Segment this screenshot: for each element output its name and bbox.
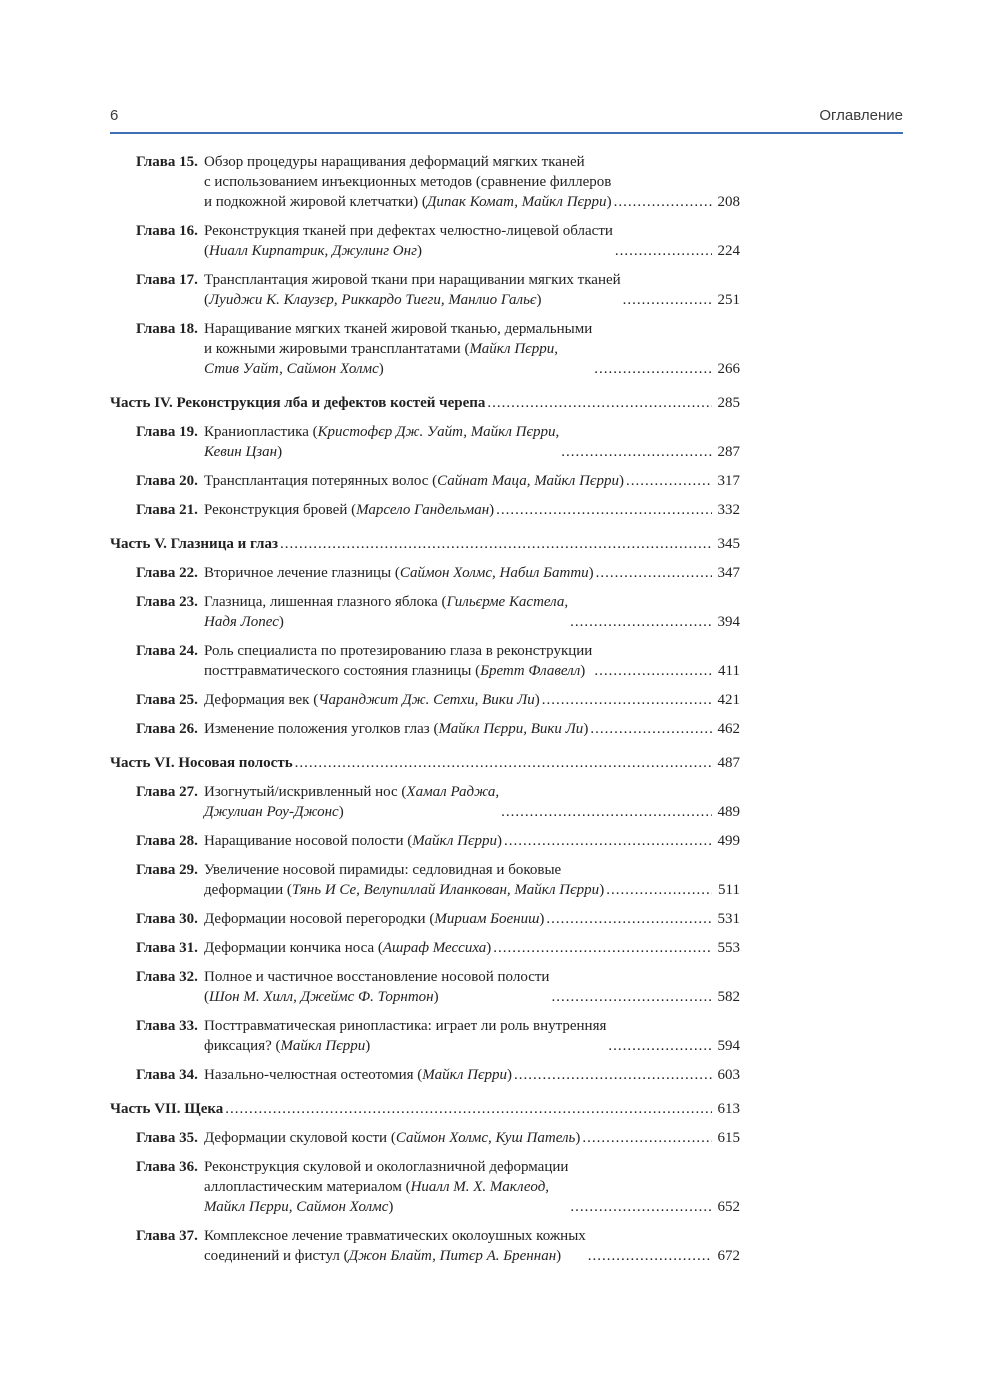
dot-leader <box>561 442 712 462</box>
chapter-authors: Джон Блайт, Питєр А. Бреннан <box>348 1248 557 1264</box>
chapter-title-tail: ) <box>486 940 492 956</box>
chapter-authors: Кристофєр Дж. Уайт, Майкл Пєрри, Кевин Цзан <box>204 424 560 460</box>
dot-leader <box>588 1246 712 1266</box>
dot-leader <box>295 753 712 773</box>
chapter-label: Глава 33. <box>136 1018 198 1034</box>
toc-chapter[interactable] <box>110 471 740 491</box>
chapter-authors: Тянь И Се, Велупиллай Иланкован, Майкл Пєрри <box>291 882 600 898</box>
dot-leader <box>504 831 712 851</box>
dot-leader <box>546 909 712 929</box>
chapter-body <box>204 1226 740 1266</box>
chapter-title <box>204 641 592 681</box>
chapter-authors: Саймон Холмс, Набил Батти <box>399 565 589 581</box>
table-of-contents <box>110 152 740 1275</box>
chapter-body <box>204 1065 740 1085</box>
chapter-title <box>204 938 491 958</box>
chapter-title <box>204 319 592 379</box>
chapter-title-text: Вторичное лечение глазницы ( <box>204 565 400 581</box>
chapter-title-tail: ) <box>378 361 384 377</box>
chapter-title-tail: ) <box>539 911 545 927</box>
chapter-body <box>204 270 740 310</box>
chapter-title-tail: ) <box>338 804 344 820</box>
chapter-label: Глава 20. <box>136 473 198 489</box>
chapter-body <box>204 1128 740 1148</box>
page-ref: 462 <box>717 721 740 737</box>
header-rule <box>110 132 903 134</box>
chapter-title-text: Деформации носовой перегородки ( <box>204 911 435 927</box>
chapter-title-tail: ) <box>534 692 540 708</box>
chapter-label: Глава 29. <box>136 862 198 878</box>
toc-part[interactable] <box>110 534 740 554</box>
page-ref: 208 <box>717 194 740 210</box>
toc-chapter[interactable] <box>110 563 740 583</box>
page-ref: 613 <box>717 1101 740 1117</box>
chapter-body <box>204 319 740 379</box>
dot-leader <box>570 612 712 632</box>
chapter-title-text: Трансплантация жировой ткани при наращивании мягких тканей ( <box>204 272 621 308</box>
toc-chapter[interactable] <box>110 641 740 681</box>
chapter-authors: Марсело Гандельман <box>356 502 490 518</box>
toc-chapter[interactable] <box>110 152 740 212</box>
chapter-title-text: Реконструкция тканей при дефектах челюстно-лицевой области ( <box>204 223 613 259</box>
page-ref: 411 <box>718 663 740 679</box>
section-title: Оглавление <box>819 107 903 124</box>
chapter-authors: Ашраф Мессиха <box>382 940 487 956</box>
toc-chapter[interactable] <box>110 1226 740 1266</box>
page-ref: 421 <box>717 692 740 708</box>
chapter-title-tail: ) <box>556 1248 562 1264</box>
page-ref: 672 <box>717 1248 740 1264</box>
dot-leader <box>615 241 712 261</box>
chapter-label: Глава 30. <box>136 911 198 927</box>
chapter-title-tail: ) <box>606 194 612 210</box>
page-ref: 332 <box>717 502 740 518</box>
page-ref: 615 <box>717 1130 740 1146</box>
chapter-title-tail: ) <box>277 444 283 460</box>
toc-chapter[interactable] <box>110 909 740 929</box>
page-ref: 285 <box>717 395 740 411</box>
chapter-label: Глава 25. <box>136 692 198 708</box>
chapter-body <box>204 221 740 261</box>
chapter-body <box>204 641 740 681</box>
page-ref: 224 <box>717 243 740 259</box>
part-title: Часть VII. Щека <box>110 1101 224 1117</box>
part-title: Часть V. Глазница и глаз <box>110 536 278 552</box>
chapter-title <box>204 719 588 739</box>
dot-leader <box>551 987 712 1007</box>
chapter-title <box>204 909 544 929</box>
running-header <box>110 107 903 129</box>
chapter-title-tail: ) <box>599 882 605 898</box>
page-ref: 511 <box>718 882 740 898</box>
page-ref: 582 <box>717 989 740 1005</box>
chapter-title-tail: ) <box>618 473 624 489</box>
dot-leader <box>501 802 712 822</box>
dot-leader <box>280 534 712 554</box>
chapter-title-tail: ) <box>278 614 284 630</box>
chapter-body <box>204 782 740 822</box>
part-title: Часть IV. Реконструкция лба и дефектов костей черепа <box>110 395 486 411</box>
dot-leader <box>614 192 712 212</box>
dot-leader <box>487 393 712 413</box>
chapter-title-text: Реконструкция бровей ( <box>204 502 357 518</box>
page-ref: 347 <box>717 565 740 581</box>
chapter-body <box>204 1016 740 1056</box>
dot-leader <box>626 471 712 491</box>
chapter-title-text: Деформации скуловой кости ( <box>204 1130 396 1146</box>
toc-chapter[interactable] <box>110 1157 740 1217</box>
dot-leader <box>514 1065 712 1085</box>
chapter-title-tail: ) <box>416 243 422 259</box>
chapter-title-text: Наращивание мягких тканей жировой тканью, дермальными и кожными жировыми трансплантатами ( <box>204 321 593 357</box>
dot-leader <box>594 359 712 379</box>
toc-part[interactable] <box>110 393 740 413</box>
chapter-title <box>204 1065 512 1085</box>
chapter-title <box>204 782 499 822</box>
chapter-body <box>204 1157 740 1217</box>
chapter-title-tail: ) <box>433 989 439 1005</box>
dot-leader <box>493 938 712 958</box>
chapter-title <box>204 471 624 491</box>
chapter-title <box>204 1157 568 1217</box>
chapter-authors: Сайнат Маца, Майкл Пєрри <box>437 473 619 489</box>
chapter-title-tail: ) <box>388 1199 394 1215</box>
page-ref: 553 <box>717 940 740 956</box>
chapter-title <box>204 860 604 900</box>
chapter-title <box>204 1016 606 1056</box>
chapter-body <box>204 719 740 739</box>
chapter-label: Глава 17. <box>136 272 198 288</box>
chapter-label: Глава 28. <box>136 833 198 849</box>
chapter-title-tail: ) <box>497 833 502 849</box>
chapter-authors: Гильєрме Кастела, Надя Лопес <box>204 594 569 630</box>
chapter-title <box>204 592 568 632</box>
chapter-title-text: Назально-челюстная остеотомия ( <box>204 1067 423 1083</box>
page-ref: 603 <box>717 1067 740 1083</box>
chapter-title <box>204 152 612 212</box>
chapter-title <box>204 422 559 462</box>
chapter-body <box>204 471 740 491</box>
toc-chapter[interactable] <box>110 690 740 710</box>
chapter-title-text: Трансплантация потерянных волос ( <box>204 473 438 489</box>
chapter-body <box>204 592 740 632</box>
page-ref: 394 <box>717 614 740 630</box>
toc-chapter[interactable] <box>110 860 740 900</box>
chapter-authors: Чаранджит Дж. Сетхи, Вики Ли <box>318 692 535 708</box>
chapter-label: Глава 18. <box>136 321 198 337</box>
chapter-body <box>204 500 740 520</box>
chapter-title-tail: ) <box>580 663 586 679</box>
dot-leader <box>590 719 712 739</box>
dot-leader <box>542 690 712 710</box>
dot-leader <box>582 1128 712 1148</box>
toc-chapter[interactable] <box>110 1016 740 1056</box>
chapter-title-tail: ) <box>583 721 589 737</box>
dot-leader <box>225 1099 712 1119</box>
toc-chapter[interactable] <box>110 500 740 520</box>
toc-chapter[interactable] <box>110 422 740 462</box>
chapter-title-text: Увеличение носовой пирамиды: седловидная и боковые деформации ( <box>204 862 562 898</box>
chapter-authors: Дипак Комат, Майкл Пєрри <box>426 194 607 210</box>
chapter-title <box>204 831 502 851</box>
chapter-title-text: Деформации кончика носа ( <box>204 940 383 956</box>
chapter-label: Глава 37. <box>136 1228 198 1244</box>
toc-part[interactable] <box>110 753 740 773</box>
chapter-body <box>204 938 740 958</box>
dot-leader <box>606 880 712 900</box>
toc-chapter[interactable] <box>110 831 740 851</box>
chapter-title <box>204 270 621 310</box>
page-ref: 251 <box>717 292 740 308</box>
chapter-label: Глава 19. <box>136 424 198 440</box>
chapter-authors: Саймон Холмс, Куш Патель <box>395 1130 576 1146</box>
toc-chapter[interactable] <box>110 592 740 632</box>
toc-chapter[interactable] <box>110 1128 740 1148</box>
chapter-authors: Ниалл М. Х. Маклеод, Майкл Пєрри, Саймон Холмс <box>204 1179 550 1215</box>
dot-leader <box>570 1197 712 1217</box>
dot-leader <box>496 500 712 520</box>
chapter-label: Глава 32. <box>136 969 198 985</box>
chapter-body <box>204 967 740 1007</box>
page-ref: 531 <box>717 911 740 927</box>
chapter-label: Глава 34. <box>136 1067 198 1083</box>
chapter-label: Глава 23. <box>136 594 198 610</box>
chapter-label: Глава 35. <box>136 1130 198 1146</box>
chapter-label: Глава 24. <box>136 643 198 659</box>
toc-chapter[interactable] <box>110 1065 740 1085</box>
chapter-label: Глава 36. <box>136 1159 198 1175</box>
chapter-authors: Мириам Боениш <box>434 911 540 927</box>
chapter-body <box>204 909 740 929</box>
chapter-title-text: Обзор процедуры наращивания деформаций мягких тканей с использованием инъекционных методов (сравнение филлеров и подкожной жировой клетчатки) ( <box>204 154 612 210</box>
chapter-authors: Майкл Пєрри <box>422 1067 508 1083</box>
chapter-title-text: Краниопластика ( <box>204 424 318 440</box>
chapter-body <box>204 563 740 583</box>
dot-leader <box>623 290 712 310</box>
chapter-body <box>204 422 740 462</box>
chapter-body <box>204 152 740 212</box>
chapter-authors: Ниалл Кирпатрик, Джулинг Онг <box>209 243 417 259</box>
toc-chapter[interactable] <box>110 938 740 958</box>
page-ref: 489 <box>717 804 740 820</box>
toc-chapter[interactable] <box>110 270 740 310</box>
chapter-body <box>204 860 740 900</box>
part-title: Часть VI. Носовая полость <box>110 755 293 771</box>
chapter-title <box>204 690 540 710</box>
chapter-authors: Луиджи К. Клаузєр, Риккардо Тиеги, Манлио Гальє <box>209 292 537 308</box>
chapter-label: Глава 16. <box>136 223 198 239</box>
toc-chapter[interactable] <box>110 221 740 261</box>
toc-chapter[interactable] <box>110 782 740 822</box>
chapter-title-text: Деформация век ( <box>204 692 319 708</box>
page-ref: 499 <box>717 833 740 849</box>
chapter-body <box>204 831 740 851</box>
chapter-title-tail: ) <box>365 1038 371 1054</box>
chapter-authors: Шон М. Хилл, Джеймс Ф. Торнтон <box>209 989 434 1005</box>
chapter-authors: Майкл Пєрри, Стив Уайт, Саймон Холмс <box>204 341 558 377</box>
chapter-title-tail: ) <box>536 292 542 308</box>
chapter-label: Глава 27. <box>136 784 198 800</box>
chapter-label: Глава 26. <box>136 721 198 737</box>
chapter-title-tail: ) <box>507 1067 513 1083</box>
chapter-title-text: Полное и частичное восстановление носовой полости ( <box>204 969 550 1005</box>
chapter-authors: Бретт Флавелл <box>480 663 581 679</box>
chapter-title-text: Комплексное лечение травматических околоушных кожных соединений и фистул ( <box>204 1228 586 1264</box>
chapter-title <box>204 1226 586 1266</box>
chapter-title-tail: ) <box>575 1130 581 1146</box>
page-ref: 487 <box>717 755 740 771</box>
page-ref: 266 <box>717 361 740 377</box>
toc-part[interactable] <box>110 1099 740 1119</box>
chapter-title-text: Посттравматическая ринопластика: играет ли роль внутренняя фиксация? ( <box>204 1018 607 1054</box>
toc-chapter[interactable] <box>110 719 740 739</box>
dot-leader <box>608 1036 712 1056</box>
dot-leader <box>594 661 712 681</box>
chapter-title <box>204 1128 580 1148</box>
chapter-authors: Хамал Раджа, Джулиан Роу-Джонс <box>204 784 500 820</box>
chapter-label: Глава 15. <box>136 154 198 170</box>
chapter-label: Глава 21. <box>136 502 198 518</box>
page-ref: 317 <box>717 473 740 489</box>
chapter-title <box>204 967 549 1007</box>
chapter-authors: Майкл Пєрри, Вики Ли <box>438 721 584 737</box>
chapter-title-text: Роль специалиста по протезированию глаза в реконструкции посттравматического состояния глазницы ( <box>204 643 593 679</box>
chapter-title <box>204 563 594 583</box>
chapter-label: Глава 31. <box>136 940 198 956</box>
chapter-label: Глава 22. <box>136 565 198 581</box>
page-ref: 287 <box>717 444 740 460</box>
toc-chapter[interactable] <box>110 319 740 379</box>
chapter-title-tail: ) <box>489 502 495 518</box>
chapter-title-text: Наращивание носовой полости ( <box>204 833 413 849</box>
chapter-title-text: Глазница, лишенная глазного яблока ( <box>204 594 447 610</box>
page-ref: 594 <box>717 1038 740 1054</box>
chapter-title-text: Реконструкция скуловой и окологлазничной деформации аллопластическим материалом ( <box>204 1159 569 1195</box>
toc-chapter[interactable] <box>110 967 740 1007</box>
chapter-title <box>204 500 494 520</box>
dot-leader <box>596 563 712 583</box>
chapter-title-tail: ) <box>588 565 594 581</box>
page-ref: 345 <box>717 536 740 552</box>
chapter-authors: Майкл Пєрри <box>412 833 497 849</box>
chapter-title-text: Изменение положения уголков глаз ( <box>204 721 439 737</box>
chapter-body <box>204 690 740 710</box>
chapter-authors: Майкл Пєрри <box>280 1038 366 1054</box>
page-number: 6 <box>110 107 119 124</box>
page-ref: 652 <box>717 1199 740 1215</box>
chapter-title-text: Изогнутый/искривленный нос ( <box>204 784 407 800</box>
chapter-title <box>204 221 613 261</box>
